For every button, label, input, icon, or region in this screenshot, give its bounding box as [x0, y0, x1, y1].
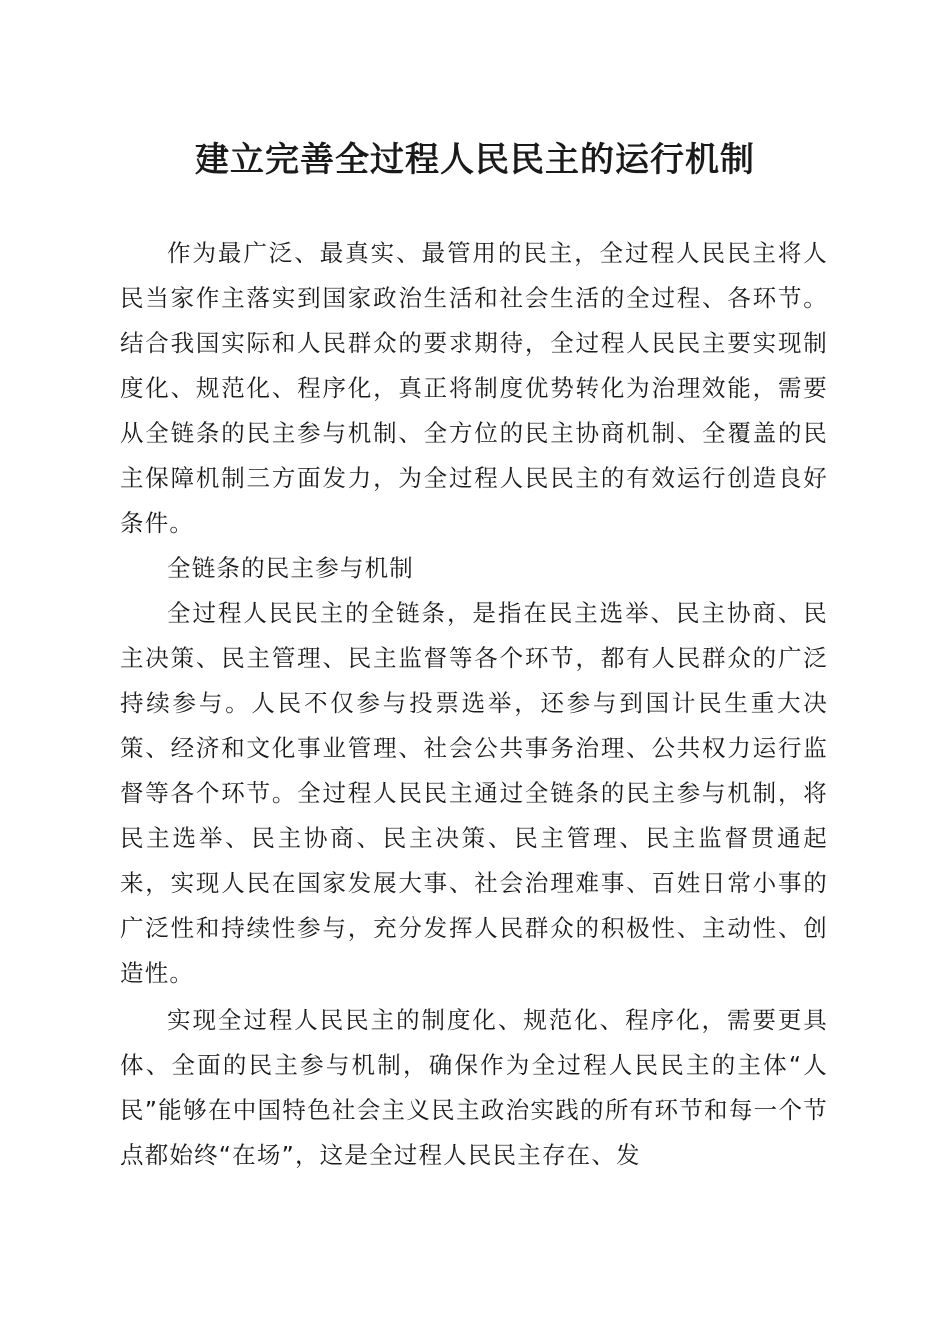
document-body — [120, 231, 828, 1178]
document-title: 建立完善全过程人民民主的运行机制 — [195, 140, 755, 180]
paragraph-intro: 作为最广泛、最真实、最管用的民主，全过程人民民主将人民当家作主落实到国家政治生活和社会生活的全过程、各环节。结合我国实际和人民群众的要求期待，全过程人民民主要实现制度化、规范化、程序化，真正将制度优势转化为治理效能，需要从全链条的民主参与机制、全方位的民主协商机制、全覆盖的民主保障机制三方面发力，为全过程人民民主的有效运行创造良好条件。 — [120, 239, 828, 537]
paragraph-institutionalization: 实现全过程人民民主的制度化、规范化、程序化，需要更具体、全面的民主参与机制，确保作为全过程人民民主的主体“人民”能够在中国特色社会主义民主政治实践的所有环节和每一个节点都始终“在场”，这是全过程人民民主存在、发 — [120, 1006, 828, 1169]
paragraph-full-chain: 全过程人民民主的全链条，是指在民主选举、民主协商、民主决策、民主管理、民主监督等各个环节，都有人民群众的广泛持续参与。人民不仅参与投票选举，还参与到国计民生重大决策、经济和文化事业管理、社会公共事务治理、公共权力运行监督等各个环节。全过程人民民主通过全链条的民主参与机制，将民主选举、民主协商、民主决策、民主管理、民主监督贯通起来，实现人民在国家发展大事、社会治理难事、百姓日常小事的广泛性和持续性参与，充分发挥人民群众的积极性、主动性、创造性。 — [120, 599, 828, 987]
section-heading: 全链条的民主参与机制 — [167, 554, 414, 582]
